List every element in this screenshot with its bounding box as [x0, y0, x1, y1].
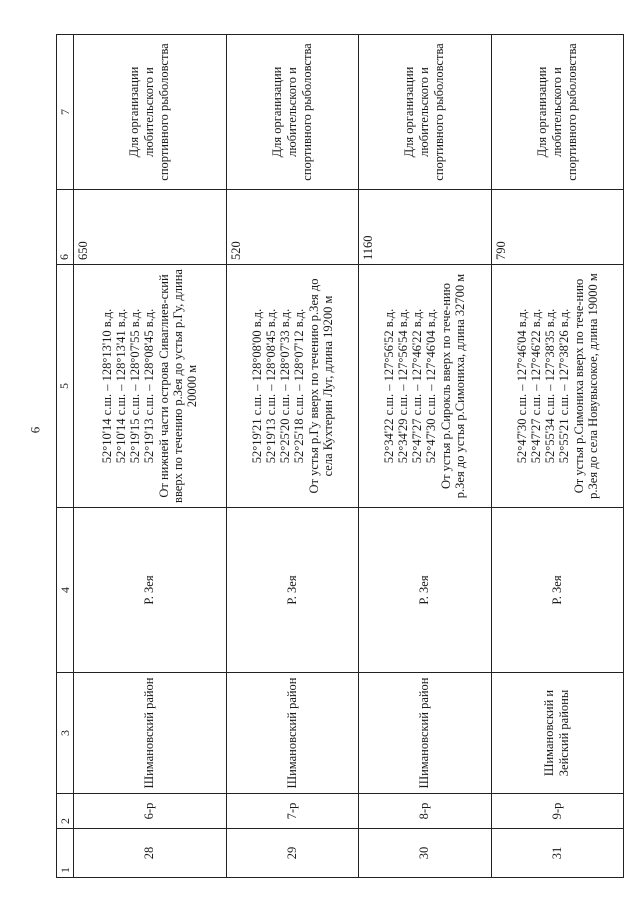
- coordinate: 52°55'34 с.ш. – 127°38'35 в.д.: [542, 308, 557, 464]
- coordinate: 52°47'30 с.ш. – 127°46'04 в.д.: [424, 308, 439, 464]
- area-size: 520: [226, 190, 358, 265]
- district: Шимановский район: [359, 673, 491, 794]
- coordinate: 52°10'14 с.ш. – 128°13'10 в.д.: [100, 308, 115, 464]
- table-row: [74, 35, 227, 878]
- purpose: Для организации любительского и спортивного рыболовства: [226, 35, 358, 190]
- district: Шимановский район: [74, 673, 227, 794]
- area-code: 9-р: [491, 794, 623, 829]
- area-size: 790: [491, 190, 623, 265]
- coordinate: 52°47'27 с.ш. – 127°46'22 в.д.: [528, 308, 543, 464]
- row-number: 28: [74, 829, 227, 878]
- column-header-3: 3: [57, 673, 74, 794]
- coordinate: 52°47'30 с.ш. – 127°46'04 в.д.: [514, 308, 529, 464]
- column-header-2: 2: [57, 794, 74, 829]
- row-number: 31: [491, 829, 623, 878]
- area-size: 650: [74, 190, 227, 265]
- coordinate: 52°19'13 с.ш. – 128°08'45 в.д.: [264, 308, 279, 464]
- area-size: 1160: [359, 190, 491, 265]
- rotated-table-container: [56, 34, 624, 878]
- table-row: [226, 35, 358, 878]
- coordinate: 52°34'22 с.ш. – 127°56'52 в.д.: [382, 308, 397, 464]
- boundary-description: От нижней части острова Сиваглиев-ский вверх по течению р.Зея до устья р.Гу, длина 20000 м: [157, 269, 200, 503]
- coordinate: 52°10'14 с.ш. – 128°13'41 в.д.: [114, 308, 129, 464]
- area-code: 8-р: [359, 794, 491, 829]
- column-header-4: 4: [57, 508, 74, 673]
- area-code: 6-р: [74, 794, 227, 829]
- column-header-5: 5: [57, 265, 74, 508]
- purpose: Для организации любительского и спортивного рыболовства: [359, 35, 491, 190]
- coordinate: 52°19'21 с.ш. – 128°08'00 в.д.: [250, 308, 265, 464]
- fishing-areas-table: [56, 34, 624, 878]
- table-header-row: [57, 35, 74, 878]
- table-row: [491, 35, 623, 878]
- coordinate: 52°25'18 с.ш. – 128°07'12 в.д.: [292, 308, 307, 464]
- row-number: 29: [226, 829, 358, 878]
- table-row: [359, 35, 491, 878]
- purpose: Для организации любительского и спортивного рыболовства: [74, 35, 227, 190]
- coordinate: 52°47'27 с.ш. – 127°46'22 в.д.: [410, 308, 425, 464]
- boundaries: [491, 265, 623, 508]
- row-number: 30: [359, 829, 491, 878]
- column-header-1: 1: [57, 829, 74, 878]
- coordinate: 52°34'29 с.ш. – 127°56'54 в.д.: [396, 308, 411, 464]
- column-header-6: 6: [57, 190, 74, 265]
- purpose: Для организации любительского и спортивного рыболовства: [491, 35, 623, 190]
- water-body: Р. Зея: [359, 508, 491, 673]
- boundary-description: От устья р.Гу вверх по течению р.Зея до села Кухтерин Луг, длина 19200 м: [307, 278, 336, 494]
- column-header-7: 7: [57, 35, 74, 190]
- water-body: Р. Зея: [491, 508, 623, 673]
- boundary-description: От устья р.Сирокль вверх по тече-нию р.Зея до устья р.Симониха, длина 32700 м: [439, 273, 468, 499]
- page-number: 6: [27, 426, 43, 434]
- coordinate: 52°55'21 с.ш. – 127°38'26 в.д.: [556, 308, 571, 464]
- water-body: Р. Зея: [74, 508, 227, 673]
- coordinate: 52°19'15 с.ш. – 128°07'55 в.д.: [128, 308, 143, 464]
- boundaries: [359, 265, 491, 508]
- boundaries: [74, 265, 227, 508]
- coordinate: 52°25'20 с.ш. – 128°07'33 в.д.: [278, 308, 293, 464]
- boundary-description: От устья р.Симониха вверх по тече-нию р.Зея до села Новувысокое, длина 19000 м: [571, 273, 600, 499]
- boundaries: [226, 265, 358, 508]
- water-body: Р. Зея: [226, 508, 358, 673]
- coordinate: 52°19'13 с.ш. – 128°08'45 в.д.: [142, 308, 157, 464]
- district: Шимановский район: [226, 673, 358, 794]
- area-code: 7-р: [226, 794, 358, 829]
- district: Шимановский и Зейский районы: [491, 673, 623, 794]
